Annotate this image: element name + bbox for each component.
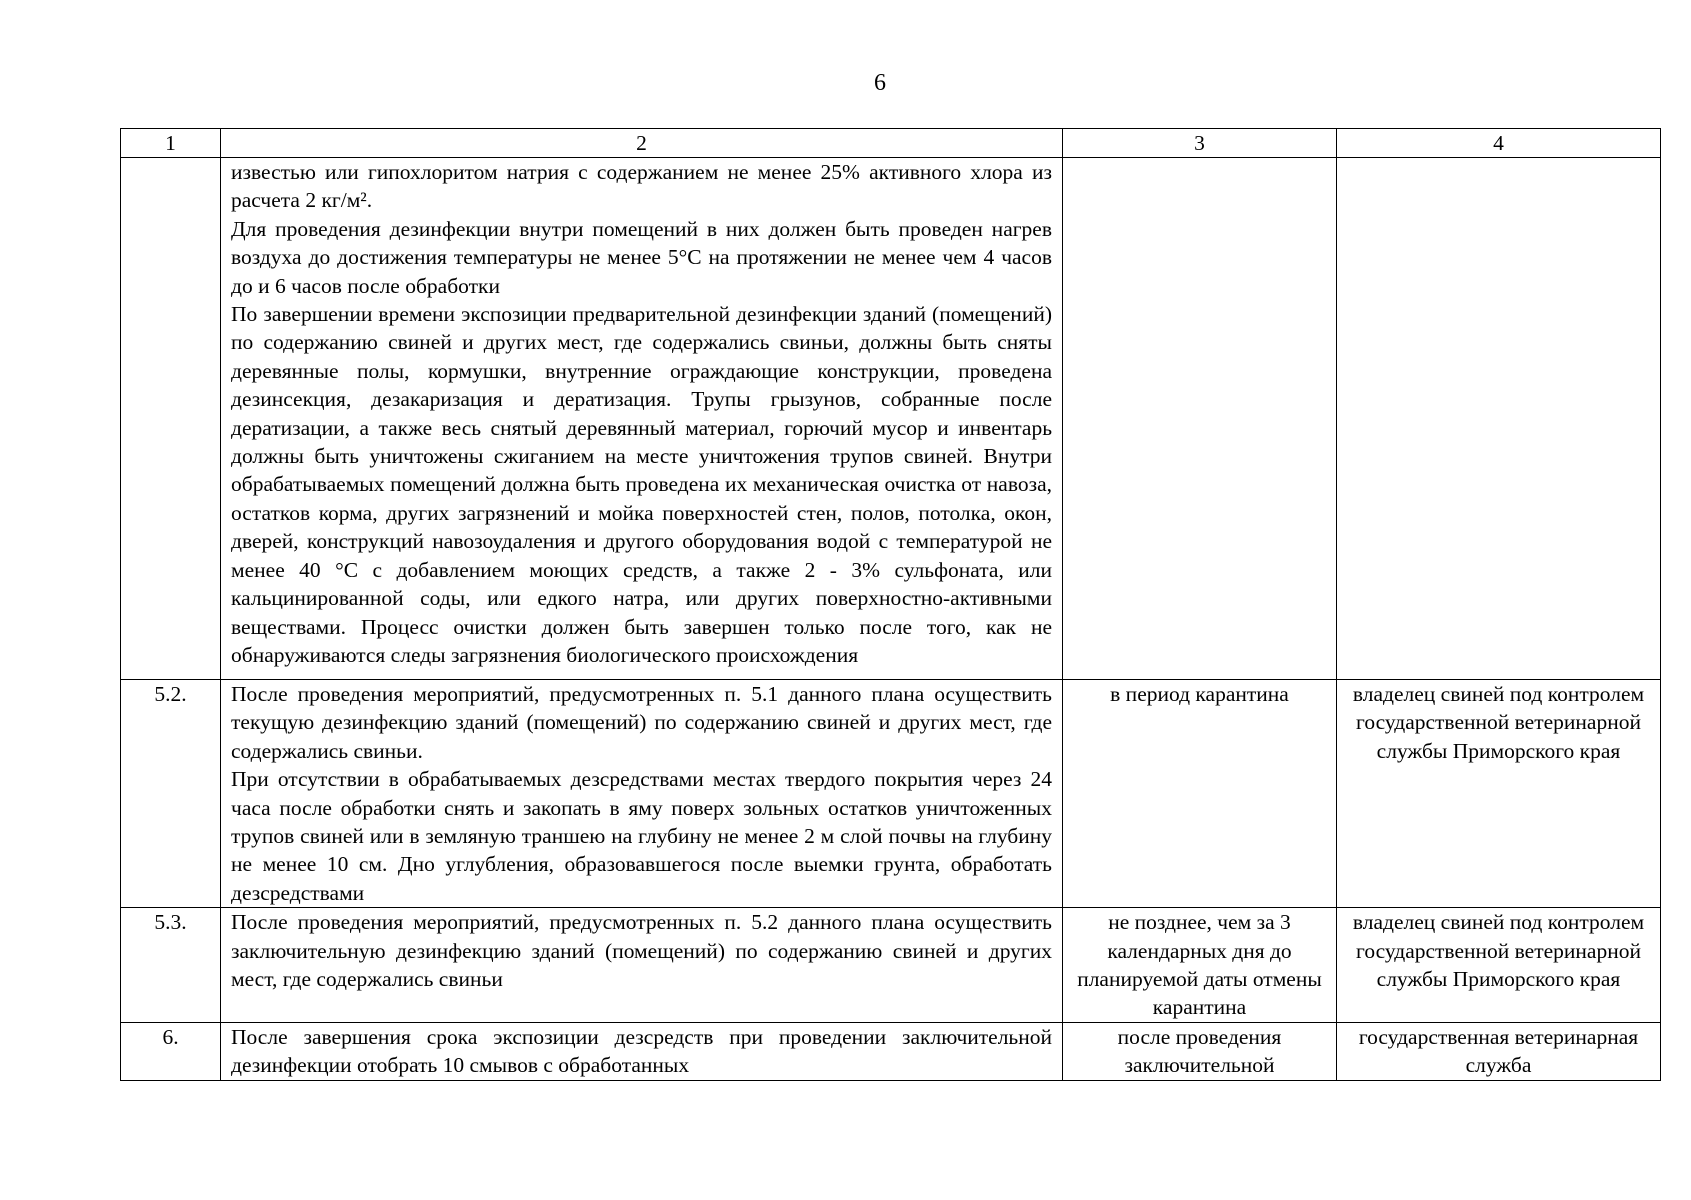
column-header-1: 1 (121, 129, 221, 158)
measure-timing: в период карантина (1063, 680, 1337, 908)
row-number: 5.2. (121, 680, 221, 908)
description-paragraph: При отсутствии в обрабатываемых дезсредствами местах твердого покрытия через 24 часа после обработки снять и закопать в яму поверх зольных остатков уничтоженных трупов свиней или в земляную траншею на глубину не менее 2 м слой почвы на глубину не менее 10 см. Дно углубления, образовавшегося после выемки грунта, обработать дезсредствами (231, 767, 1052, 905)
table-row (121, 1022, 1661, 1080)
description-paragraph: известью или гипохлоритом натрия с содержанием не менее 25% активного хлора из расчета 2 кг/м². (231, 160, 1052, 213)
description-paragraph: После завершения срока экспозиции дезсредств при проведении заключительной дезинфекции отобрать 10 смывов с обработанных (231, 1024, 1052, 1078)
page-number: 6 (874, 70, 886, 96)
column-header-2: 2 (221, 129, 1063, 158)
measure-description (221, 1022, 1063, 1080)
measure-description (221, 158, 1063, 680)
description-paragraph: Для проведения дезинфекции внутри помещений в них должен быть проведен нагрев воздуха до достижения температуры не менее 5°С на протяжении не менее чем 4 часов до и 6 часов после обработки (231, 216, 1052, 298)
measure-responsible: владелец свиней под контролем государственной ветеринарной службы Приморского края (1337, 680, 1661, 908)
row-number: 6. (121, 1022, 221, 1080)
description-paragraph: По завершении времени экспозиции предварительной дезинфекции зданий (помещений) по содержанию свиней и других мест, где содержались свиньи, должны быть сняты деревянные полы, кормушки, внутренние ограждающие конструкции, проведена дезинсекция, дезакаризация и дератизация. Трупы грызунов, собранные после дератизации, а также весь снятый деревянный материал, горючий мусор и инвентарь должны быть уничтожены сжиганием на месте уничтожения трупов свиней. Внутри обрабатываемых помещений должна быть проведена их механическая очистка от навоза, остатков корма, других загрязнений и мойка поверхностей стен, полов, потолка, окон, дверей, конструкций навозоудаления и другого оборудования водой с температурой не менее 40 °С с добавлением моющих средств, а также 2 - 3% сульфоната, или кальцинированной соды, или едкого натра, или других поверхностно-активными веществами. Процесс очистки должен быть завершен только после того, как не обнаруживаются следы загрязнения биологического происхождения (231, 302, 1052, 667)
measure-responsible: владелец свиней под контролем государственной ветеринарной службы Приморского края (1337, 908, 1661, 1023)
column-header-4: 4 (1337, 129, 1661, 158)
measure-timing: после проведения заключительной (1063, 1022, 1337, 1080)
column-header-3: 3 (1063, 129, 1337, 158)
table-row (121, 158, 1661, 680)
table-row (121, 908, 1661, 1023)
description-paragraph: После проведения мероприятий, предусмотренных п. 5.2 данного плана осуществить заключительную дезинфекцию зданий (помещений) по содержанию свиней и других мест, где содержались свиньи (231, 910, 1052, 992)
measure-responsible (1337, 158, 1661, 680)
measure-description (221, 908, 1063, 1023)
table-header-row (121, 129, 1661, 158)
measure-responsible: государственная ветеринарная служба (1337, 1022, 1661, 1080)
measure-timing (1063, 158, 1337, 680)
measures-table (120, 128, 1661, 1081)
description-paragraph: После проведения мероприятий, предусмотренных п. 5.1 данного плана осуществить текущую дезинфекцию зданий (помещений) по содержанию свиней и других мест, где содержались свиньи. (231, 682, 1052, 763)
row-number: 5.3. (121, 908, 221, 1023)
measure-description (221, 680, 1063, 908)
table-row (121, 680, 1661, 908)
row-number (121, 158, 221, 680)
measure-timing: не позднее, чем за 3 календарных дня до планируемой даты отмены карантина (1063, 908, 1337, 1023)
